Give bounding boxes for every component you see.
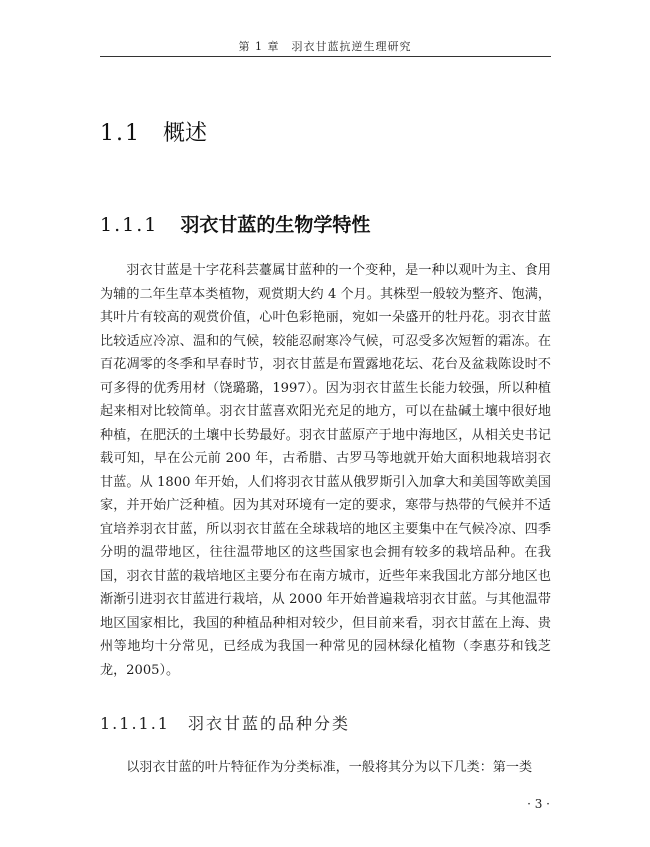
- subsection-heading: [100, 210, 370, 237]
- section-heading: [100, 116, 207, 147]
- page-number: · 3 ·: [527, 797, 550, 811]
- paragraph: 羽衣甘蓝是十字花科芸薹属甘蓝种的一个变种，是一种以观叶为主、食用为辅的二年生草本类植物，观赏期大约 4 个月。其株型一般较为整齐、饱满，其叶片有较高的观赏价值，心叶色彩艳丽，宛如一朵盛开的牡丹花。羽衣甘蓝比较适应冷凉、温和的气候，较能忍耐寒冷气候，可忍受多次短暂的霜冻。在百花凋零的冬季和早春时节，羽衣甘蓝是布置露地花坛、花台及盆栽陈设时不可多得的优秀用材（饶璐璐，1997）。因为羽衣甘蓝生长能力较强，所以种植起来相对比较简单。羽衣甘蓝喜欢阳光充足的地方，可以在盐碱土壤中很好地种植，在肥沃的土壤中长势最好。羽衣甘蓝原产于地中海地区，从相关史书记载可知，早在公元前 200 年，古希腊、古罗马等地就开始大面积地栽培羽衣甘蓝。从 1800 年开始，人们将羽衣甘蓝从俄罗斯引入加拿大和美国等欧美国家，并开始广泛种植。因为其对环境有一定的要求，寒带与热带的气候并不适宜培养羽衣甘蓝，所以羽衣甘蓝在全球栽培的地区主要集中在气候冷凉、四季分明的温带地区，往往温带地区的这些国家也会拥有较多的栽培品种。在我国，羽衣甘蓝的栽培地区主要分布在南方城市，近些年来我国北方部分地区也渐渐引进羽衣甘蓝进行栽培，从 2000 年开始普遍栽培羽衣甘蓝。与其他温带地区国家相比，我国的种植品种相对较少，但目前来看，羽衣甘蓝在上海、贵州等地均十分常见，已经成为我国一种常见的园林绿化植物（李惠芬和钱芝龙，2005）。: [100, 263, 551, 678]
- header-rule: [100, 56, 551, 57]
- subsection-number: 1.1.1: [100, 214, 159, 236]
- section-title: 概述: [163, 121, 208, 146]
- running-header: 第 1 章 羽衣甘蓝抗逆生理研究: [238, 40, 412, 53]
- body-text: [100, 259, 551, 682]
- subsubsection-number: 1.1.1.1: [100, 714, 170, 733]
- body-text-continued: [100, 756, 551, 780]
- subsubsection-title: 羽衣甘蓝的品种分类: [187, 714, 350, 733]
- subsection-title: 羽衣甘蓝的生物学特性: [180, 214, 371, 236]
- section-number: 1.1: [100, 121, 141, 146]
- subsubsection-heading: [100, 711, 350, 734]
- paragraph: 以羽衣甘蓝的叶片特征作为分类标准，一般将其分为以下几类：第一类: [126, 760, 533, 775]
